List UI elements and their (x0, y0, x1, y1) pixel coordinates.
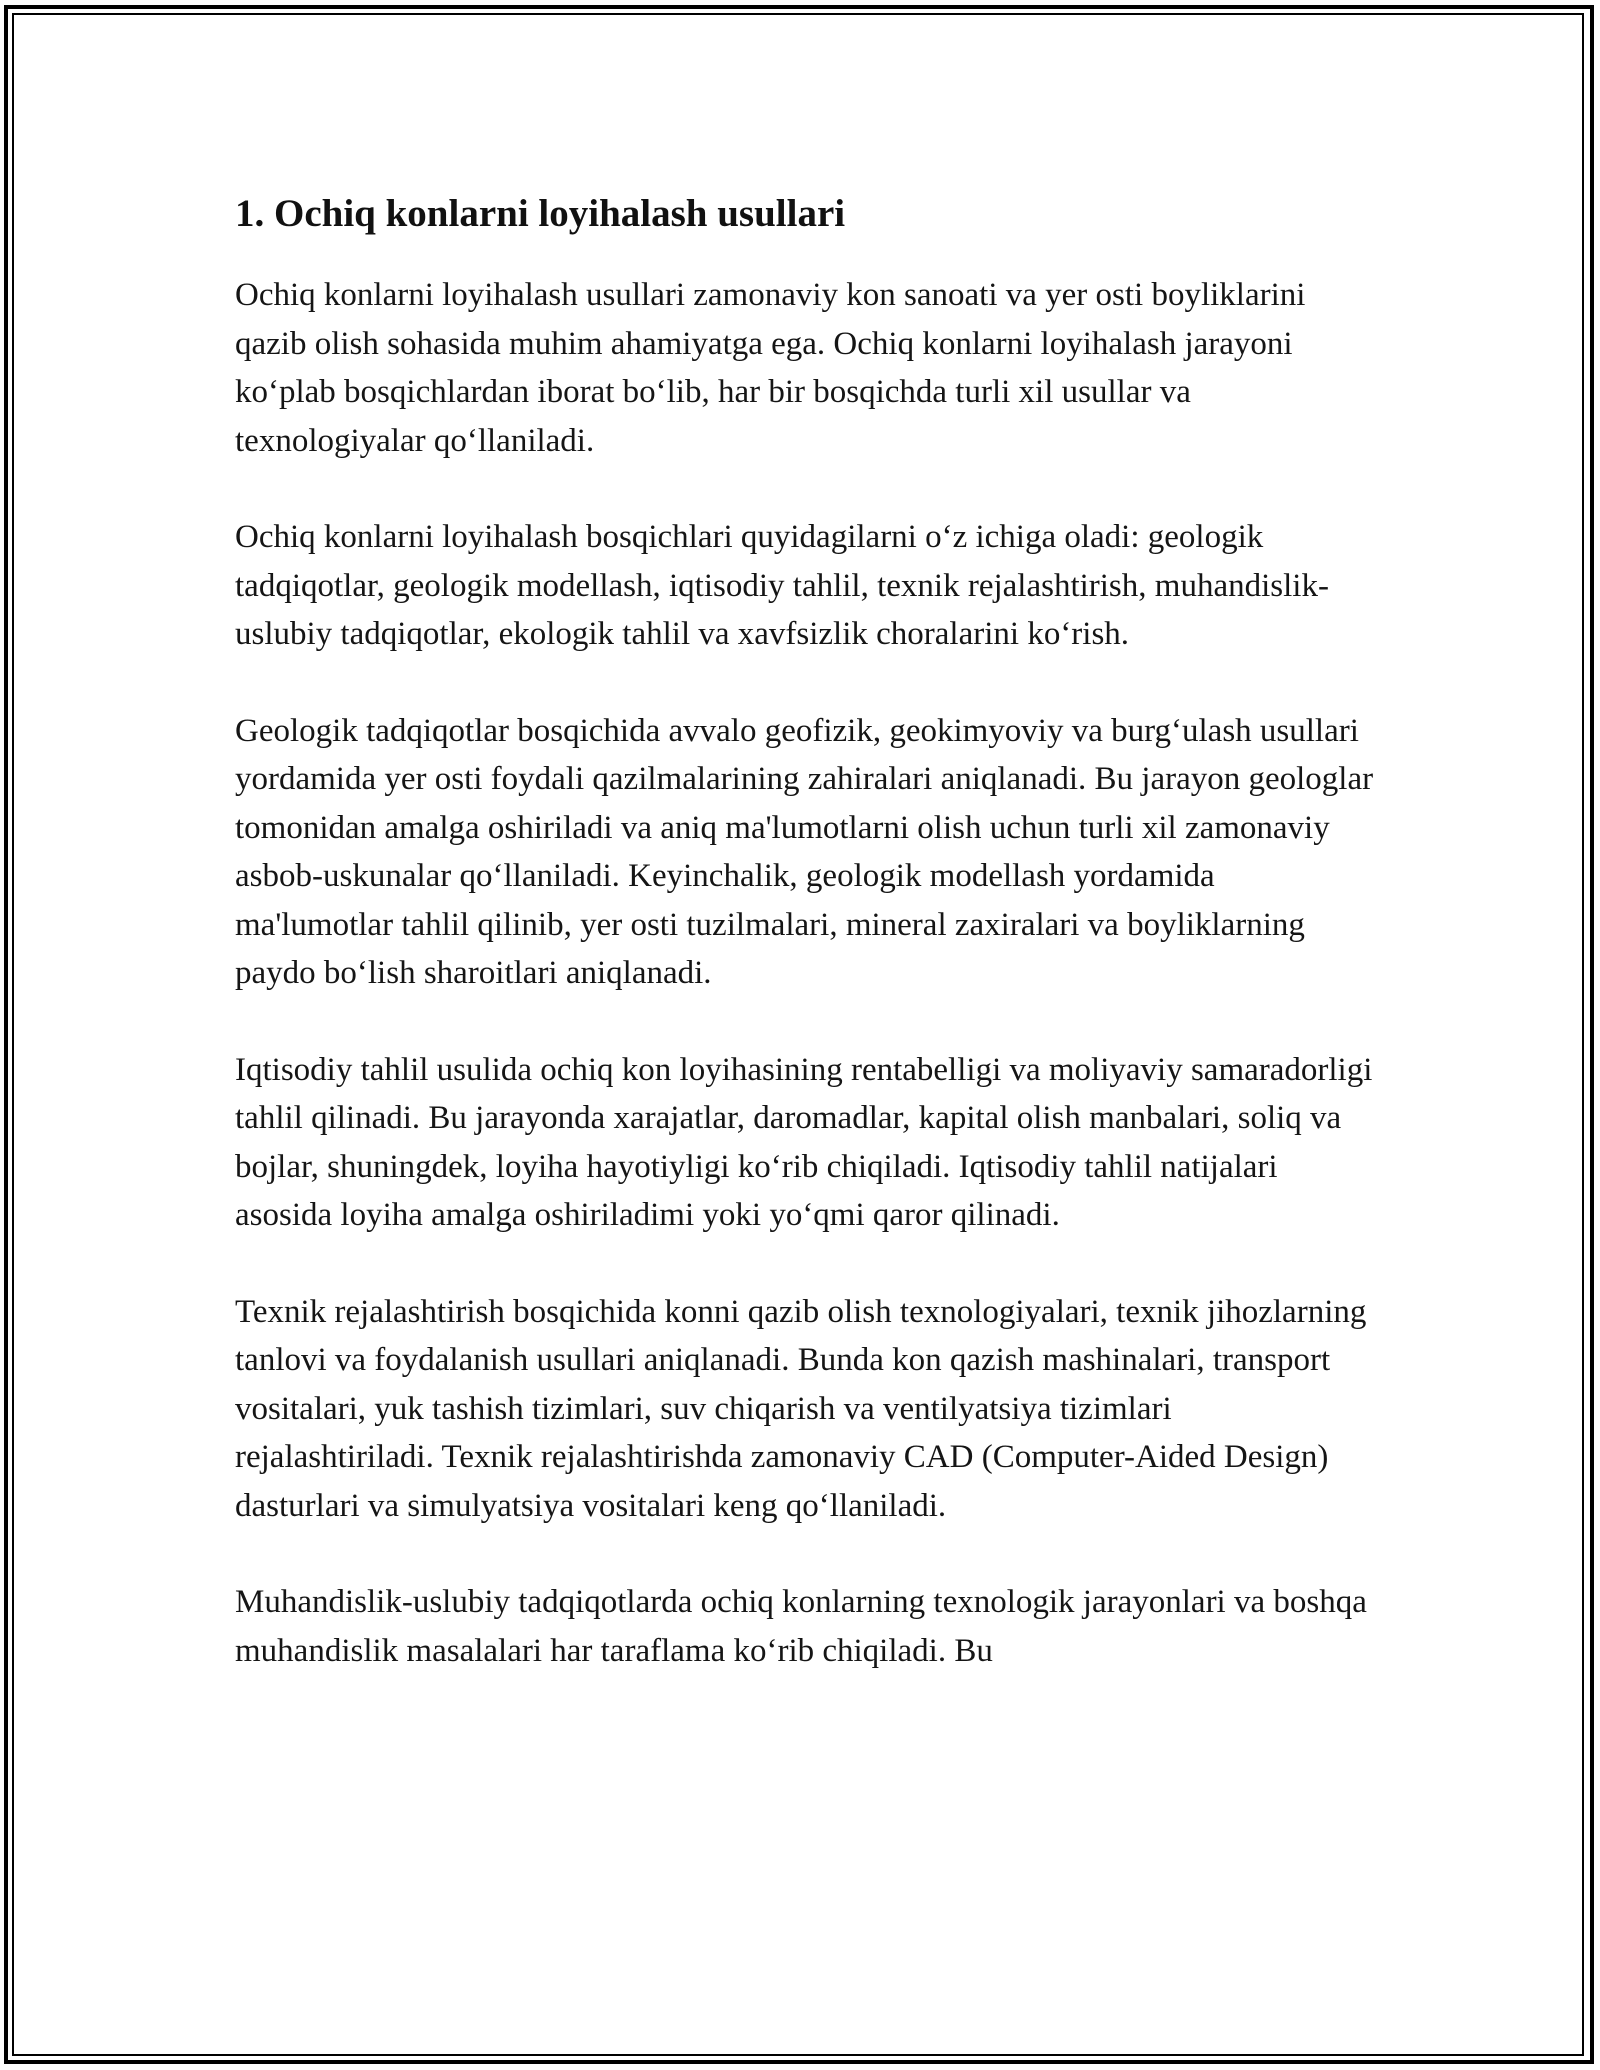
paragraph-1: Ochiq konlarni loyihalash usullari zamonaviy kon sanoati va yer osti boyliklarini qazib olish sohasida muhim ahamiyatga ega. Ochiq konlarni loyihalash jarayoni ko‘plab bosqichlardan iborat bo‘lib, har bir bosqichda turli xil usullar va texnologiyalar qo‘llaniladi. (235, 277, 1306, 459)
document-body (235, 188, 1375, 1723)
paragraph-6: Muhandislik-uslubiy tadqiqotlarda ochiq konlarning texnologik jarayonlari va boshqa muhandislik masalalari har taraflama ko‘rib chiqiladi. Bu (235, 1584, 1367, 1669)
paragraph-3: Geologik tadqiqotlar bosqichida avvalo geofizik, geokimyoviy va burg‘ulash usullari yordamida yer osti foydali qazilmalarining zahiralari aniqlanadi. Bu jarayon geologlar tomonidan amalga oshiriladi va aniq ma'lumotlarni olish uchun turli xil zamonaviy asbob-uskunalar qo‘llaniladi. Keyinchalik, geologik modellash yordamida ma'lumotlar tahlil qilinib, yer osti tuzilmalari, mineral zaxiralari va boyliklarning paydo bo‘lish sharoitlari aniqlanadi. (235, 712, 1374, 991)
paragraph-2: Ochiq konlarni loyihalash bosqichlari quyidagilarni o‘z ichiga oladi: geologik tadqiqotlar, geologik modellash, iqtisodiy tahlil, texnik rejalashtirish, muhandislik-uslubiy tadqiqotlar, ekologik tahlil va xavfsizlik choralarini ko‘rish. (235, 519, 1329, 652)
paragraph-4: Iqtisodiy tahlil usulida ochiq kon loyihasining rentabelligi va moliyaviy samaradorligi tahlil qilinadi. Bu jarayonda xarajatlar, daromadlar, kapital olish manbalari, soliq va bojlar, shuningdek, loyiha hayotiyligi ko‘rib chiqiladi. Iqtisodiy tahlil natijalari asosida loyiha amalga oshiriladimi yoki yo‘qmi qaror qilinadi. (235, 1051, 1373, 1233)
section-heading: 1. Ochiq konlarni loyihalash usullari (235, 192, 846, 235)
paragraph-5: Texnik rejalashtirish bosqichida konni qazib olish texnologiyalari, texnik jihozlarning tanlovi va foydalanish usullari aniqlanadi. Bunda kon qazish mashinalari, transport vositalari, yuk tashish tizimlari, suv chiqarish va ventilyatsiya tizimlari rejalashtiriladi. Texnik rejalashtirishda zamonaviy CAD (Computer-Aided Design) dasturlari va simulyatsiya vositalari keng qo‘llaniladi. (235, 1293, 1367, 1524)
